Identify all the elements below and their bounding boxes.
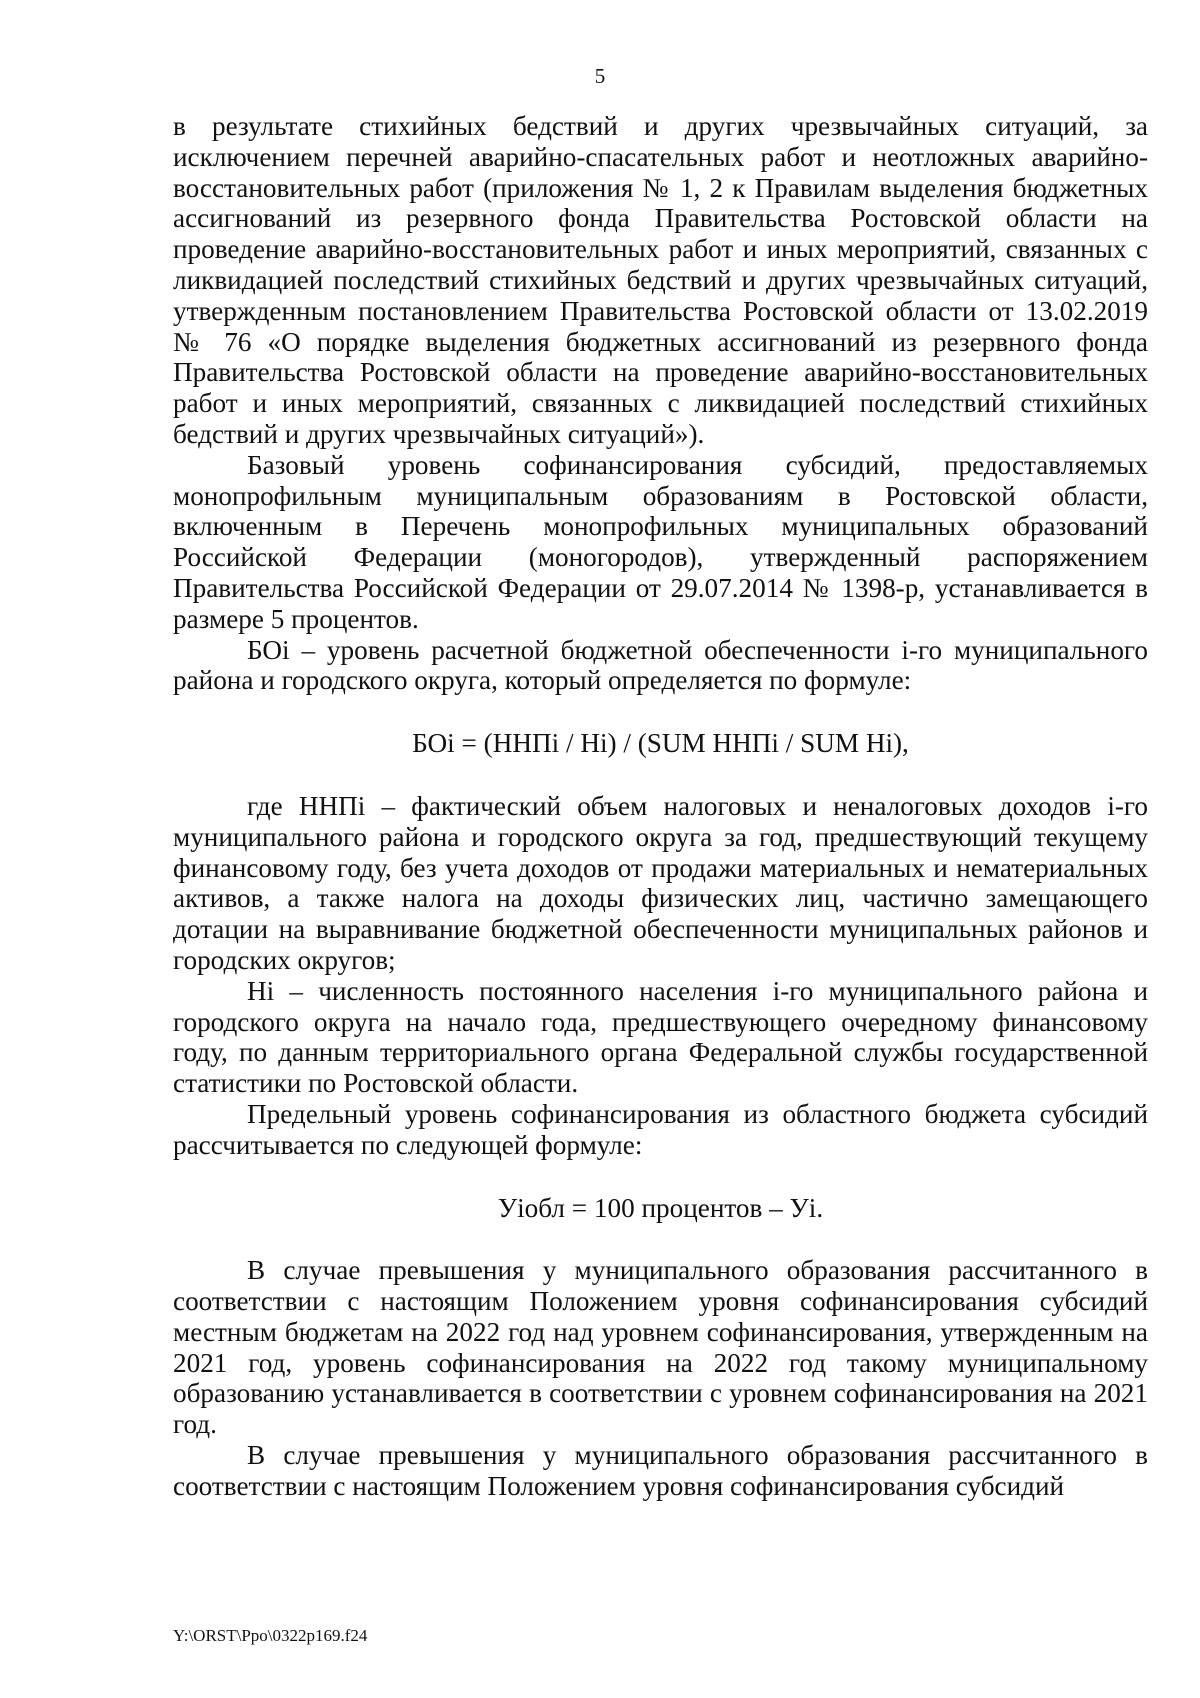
formula-uiobl: Уiобл = 100 процентов – Уi. bbox=[497, 1192, 824, 1223]
formula-boi: БОi = (ННПi / Нi) / (SUM ННПi / SUM Нi), bbox=[412, 728, 909, 759]
paragraph-base-level: Базовый уровень софинансирования субсидий, предоставляемых монопрофильным муниципальным образованиям в Ростовской области, включенным в Перечень монопрофильных муниципальных образований Российской Федерации (моногородов), утвержденный распоряжением Правительства Российской Федерации от 29.07.2014 № 1398-р, устанавливается в размере 5 процентов. bbox=[173, 449, 1148, 634]
paragraph-excess-case-1: В случае превышения у муниципального образования рассчитанного в соответствии с настоящим Положением уровня софинансирования субсидий местным бюджетам на 2022 год над уровнем софинансирования, утвержденным на 2021 год, уровень софинансирования на 2022 год такому муниципальному образованию устанавливается в соответствии с уровнем софинансирования на 2021 год. bbox=[173, 1255, 1148, 1440]
paragraph-excess-case-2: В случае превышения у муниципального образования рассчитанного в соответствии с настоящим Положением уровня софинансирования субсидий bbox=[173, 1440, 1148, 1501]
page-number: 5 bbox=[594, 64, 606, 88]
paragraph-limit-level: Предельный уровень софинансирования из областного бюджета субсидий рассчитывается по следующей формуле: bbox=[173, 1098, 1148, 1160]
paragraph-nnpi-definition: где ННПi – фактический объем налоговых и неналоговых доходов i-го муниципального района и городского округа за год, предшествующий текущему финансовому году, без учета доходов от продажи материальных и нематериальных активов, а также налога на доходы физических лиц, частично замещающего дотации на выравнивание бюджетной обеспеченности муниципальных районов и городских округов; bbox=[173, 790, 1148, 975]
paragraph-ni-definition: Нi – численность постоянного населения i-го муниципального района и городского округа на начало года, предшествующего очередному финансовому году, по данным территориального органа Федеральной службы государственной статистики по Ростовской области. bbox=[173, 975, 1148, 1099]
paragraph-continuation: в результате стихийных бедствий и других чрезвычайных ситуаций, за исключением перечней аварийно-спасательных работ и неотложных аварийно-восстановительных работ (приложения № 1, 2 к Правилам выделения бюджетных ассигнований из резервного фонда Правительства Ростовской области на проведение аварийно-восстановительных работ и иных мероприятий, связанных с ликвидацией последствий стихийных бедствий и других чрезвычайных ситуаций, утвержденным постановлением Правительства Ростовской области от 13.02.2019 № 76 «О порядке выделения бюджетных ассигнований из резервного фонда Правительства Ростовской области на проведение аварийно-восстановительных работ и иных мероприятий, связанных с ликвидацией последствий стихийных бедствий и других чрезвычайных ситуаций»). bbox=[173, 111, 1148, 449]
document-body bbox=[173, 111, 1148, 1502]
paragraph-boi-definition: БОi – уровень расчетной бюджетной обеспеченности i-го муниципального района и городского округа, который определяется по формуле: bbox=[173, 634, 1148, 696]
footer-file-path: Y:\ORST\Ppo\0322p169.f24 bbox=[173, 1626, 368, 1645]
